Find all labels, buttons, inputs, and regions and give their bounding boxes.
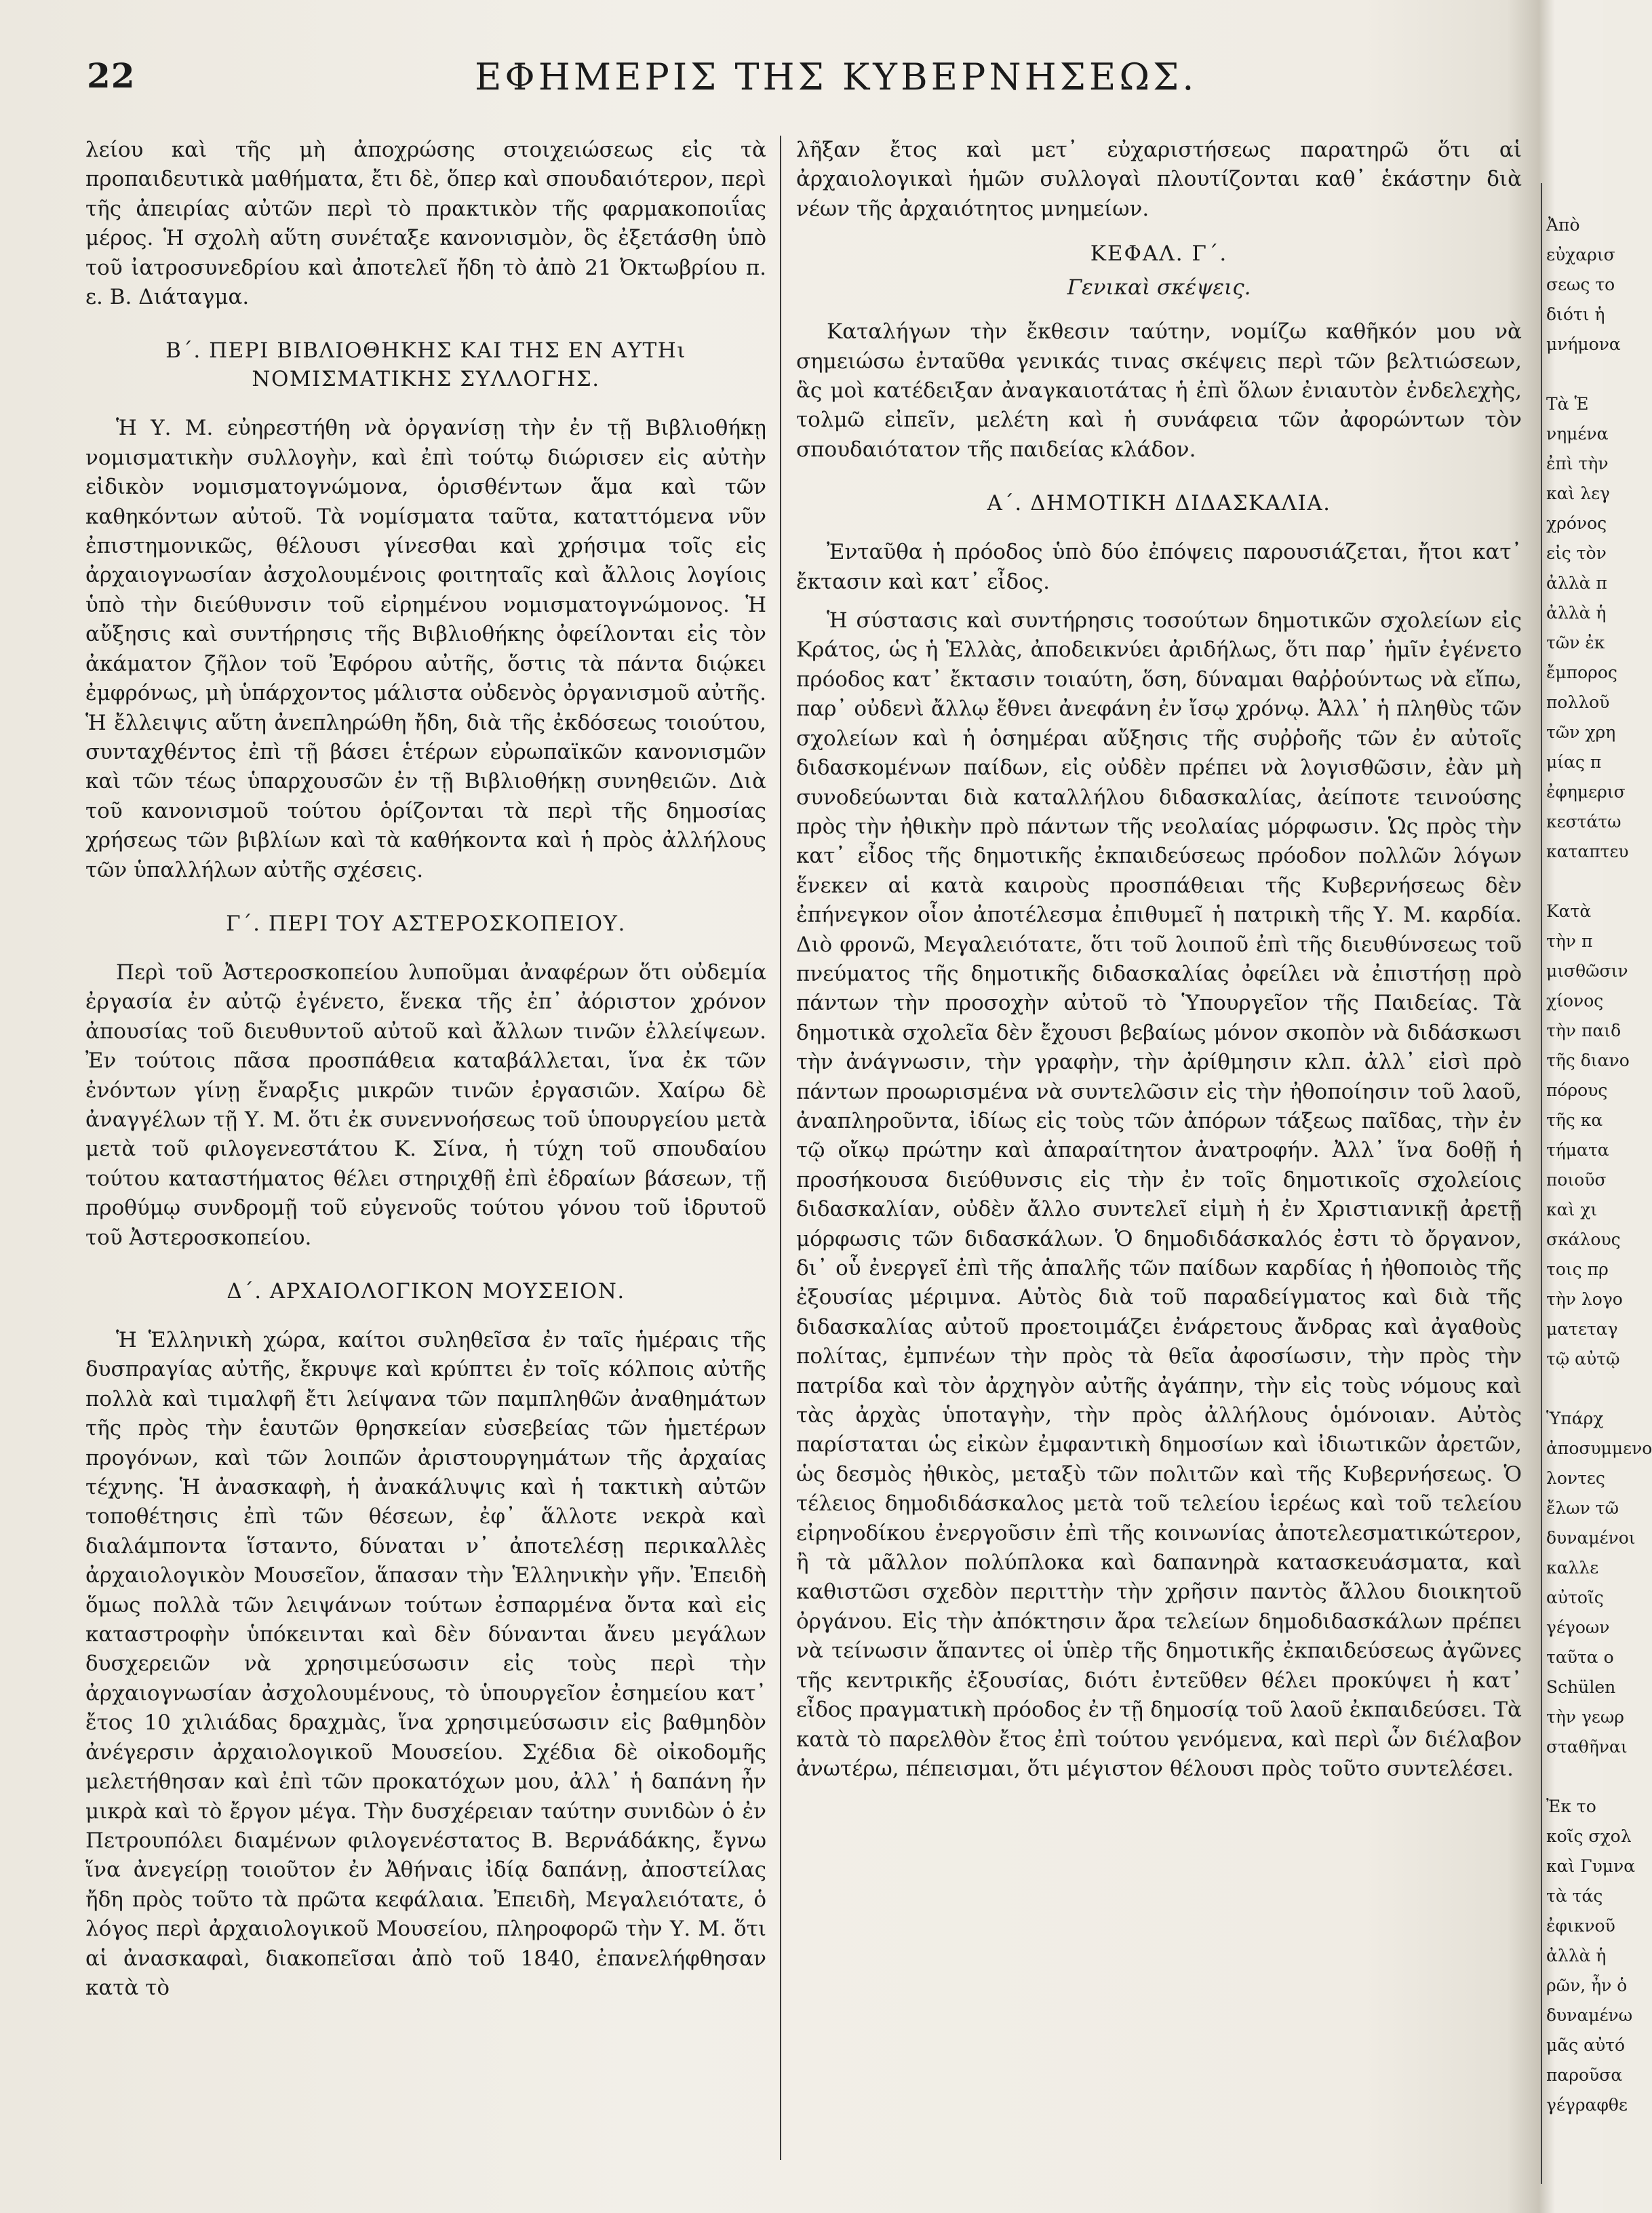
adjacent-fragment-line: καὶ Γυμνα	[1546, 1856, 1636, 1876]
adjacent-fragment-line: νημένα	[1546, 424, 1609, 444]
adjacent-fragment-line: καὶ λεγ	[1546, 484, 1610, 503]
adjacent-fragment-line: ποιοῦσ	[1546, 1170, 1607, 1190]
adjacent-fragment-line: ἔλων τῶ	[1546, 1498, 1619, 1518]
adjacent-fragment-line: Ὑπάρχ	[1546, 1409, 1604, 1428]
section-c-paragraph: Περὶ τοῦ Ἀστεροσκοπείου λυποῦμαι ἀναφέρων ὅτι οὐδεμία ἐργασία ἐν αὐτῷ ἐγένετο, ἕνεκα τῆς ἐπ᾽ ἀόριστον χρόνον ἀπουσίας τοῦ διευθυντοῦ αὐτοῦ καὶ ἄλλων τινῶν ἐλλείψεων. Ἐν τούτοις πᾶσα προσπάθεια καταβάλλεται, ἵνα ἐκ τῶν ἐνόντων γίνῃ ἔναρξις μικρῶν τινῶν ἐργασιῶν. Χαίρω δὲ ἀναγγέλων τῇ Υ. Μ. ὅτι ἐκ συνεννοήσεως τοῦ ὑπουργείου μετὰ μετὰ τοῦ φιλογενεστάτου Κ. Σίνα, ἡ τύχη τοῦ σπουδαίου τούτου καταστήματος θέλει στηριχθῇ ἐπὶ ἑδραίων βάσεων, τῇ προθύμῳ συνδρομῇ τοῦ εὐγενοῦς τούτου γόνου τοῦ ἱδρυτοῦ τοῦ Ἀστεροσκοπείου.	[85, 960, 766, 1250]
adjacent-fragment-line: Κατὰ	[1546, 901, 1592, 921]
adjacent-fragment-line: Ἀπὸ	[1546, 215, 1580, 235]
adjacent-fragment-line: τῆς διανο	[1546, 1051, 1630, 1070]
adjacent-fragment-line: ἀλλὰ ἡ	[1546, 603, 1607, 623]
left-column	[85, 136, 766, 2012]
adjacent-fragment-line: τοις πρ	[1546, 1259, 1609, 1279]
adjacent-fragment-line: παροῦσα	[1546, 2065, 1623, 2085]
intro-paragraph: λείου καὶ τῆς μὴ ἀποχρώσης στοιχειώσεως εἰς τὰ προπαιδευτικὰ μαθήματα, ἔτι δὲ, ὅπερ καὶ σπουδαιότερον, περὶ τῆς ἀπειρίας αὐτῶν περὶ τὸ πρακτικὸν τῆς φαρμακοποιΐας μέρος. Ἡ σχολὴ αὕτη συνέταξε κανονισμὸν, ὃς ἐξετάσθη ὑπὸ τοῦ ἰατροσυνεδρίου καὶ ἀποτελεῖ ἤδη τὸ ἀπὸ 21 Ὀκτωβρίου π. ε. Β. Διάταγμα.	[85, 138, 766, 310]
adjacent-fragment-line: μνήμονα	[1546, 334, 1621, 354]
adjacent-fragment-line: πολλοῦ	[1546, 692, 1610, 712]
adjacent-fragment-line: τὴν γεωρ	[1546, 1707, 1624, 1727]
page-gutter-line	[1541, 183, 1542, 2184]
adjacent-fragment-line: χίονος	[1546, 991, 1604, 1011]
adjacent-fragment-line: δυναμένοι	[1546, 1528, 1636, 1548]
section-b-heading	[85, 336, 766, 393]
adjacent-fragment-line: τὴν λογο	[1546, 1289, 1623, 1309]
general-remarks-paragraph: Καταλήγων τὴν ἔκθεσιν ταύτην, νομίζω καθῆκόν μου νὰ σημειώσω ἐνταῦθα γενικάς τινας σκέψεις περὶ τῶν βελτιώσεων, ἃς μοὶ κατέδειξαν ἀναγκαιοτάτας ἡ ἐπὶ ὅλων ἐνιαυτὸν ἐνδελεχὴς, τολμῶ εἰπεῖν, μελέτη καὶ ἡ συνάφεια τῶν ἀφορώντων τὸν σπουδαιότατον τῆς παιδείας κλάδον.	[796, 319, 1522, 462]
adjacent-fragment-line: τῷ αὐτῷ	[1546, 1349, 1620, 1369]
adjacent-fragment-line	[1546, 1762, 1603, 1792]
adjacent-fragment-line: Ἐκ το	[1546, 1797, 1596, 1816]
adjacent-fragment-line: ἀλλὰ π	[1546, 573, 1607, 593]
adjacent-fragment-line: ἀλλὰ ἡ	[1546, 1946, 1607, 1965]
adjacent-fragment-line	[1546, 867, 1603, 897]
section-b-heading-line-1: Β΄. ΠΕΡΙ ΒΙΒΛΙΟΘΗΚΗΣ ΚΑΙ ΤΗΣ ΕΝ ΑΥΤΗι	[165, 338, 686, 364]
adjacent-fragment-line: τῶν χρη	[1546, 722, 1616, 742]
adjacent-fragment-line: κοῖς σχολ	[1546, 1826, 1632, 1846]
adjacent-fragment-line: πόρους	[1546, 1080, 1608, 1100]
adjacent-fragment-line: σεως το	[1546, 275, 1615, 294]
adjacent-fragment-line	[1546, 359, 1603, 389]
adjacent-fragment-line: σταθῆναι	[1546, 1737, 1628, 1757]
adjacent-fragment-line: καὶ χι	[1546, 1200, 1598, 1219]
adjacent-fragment-line: μᾶς αὐτό	[1546, 2035, 1626, 2055]
adjacent-fragment-line	[1546, 1374, 1603, 1404]
adjacent-fragment-line: χρόνος	[1546, 513, 1607, 533]
continuation-paragraph: λῆξαν ἔτος καὶ μετ᾽ εὐχαριστήσεως παρατηρῶ ὅτι αἱ ἀρχαιολογικαὶ ἡμῶν συλλογαὶ πλουτίζονται καθ᾽ ἑκάστην διὰ νέων τῆς ἀρχαιότητος μνημείων.	[796, 138, 1522, 221]
masthead-title: ΕΦΗΜΕΡΙΣ ΤΗΣ ΚΥΒΕΡΝΗΣΕΩΣ.	[475, 56, 1198, 98]
adjacent-page-fragments	[1546, 210, 1652, 2120]
section-a-heading: Α΄. ΔΗΜΟΤΙΚΗ ΔΙΔΑΣΚΑΛΙΑ.	[987, 491, 1331, 516]
section-a-paragraph-1: Ἐνταῦθα ἡ πρόοδος ὑπὸ δύο ἐπόψεις παρουσιάζεται, ἤτοι κατ᾽ ἔκτασιν καὶ κατ᾽ εἶδος.	[796, 540, 1522, 594]
adjacent-fragment-line: ἐφημερισ	[1546, 782, 1626, 802]
adjacent-fragment-line: σκάλους	[1546, 1230, 1621, 1249]
adjacent-fragment-line: καταπτευ	[1546, 842, 1629, 861]
adjacent-fragment-line: Schülen	[1546, 1677, 1616, 1697]
column-divider	[780, 136, 781, 2160]
adjacent-fragment-line: μίας π	[1546, 752, 1602, 772]
adjacent-fragment-line: λοντες	[1546, 1468, 1605, 1488]
adjacent-fragment-line: γέγραφθε	[1546, 2095, 1628, 2115]
adjacent-fragment-line: τὴν παιδ	[1546, 1021, 1621, 1040]
adjacent-fragment-line: τὴν π	[1546, 931, 1593, 951]
adjacent-fragment-line: Τὰ Ἑ	[1546, 394, 1589, 414]
section-a-paragraph-2: Ἡ σύστασις καὶ συντήρησις τοσούτων δημοτικῶν σχολείων εἰς Κράτος, ὡς ἡ Ἑλλὰς, ἀποδεικνύει ἀριδήλως, ὅτι παρ᾽ ἡμῖν ἐγένετο πρόοδος κατ᾽ ἔκτασιν τοιαύτη, ὅση, δύναμαι θαῤῥούντως νὰ εἴπω, παρ᾽ οὐδενὶ ἄλλῳ ἔθνει ἀνεφάνη ἐν ἴσῳ χρόνῳ. Ἀλλ᾽ ἡ πληθὺς τῶν σχολείων καὶ ἡ ὁσημέραι αὔξησις τῆς συῤῥοῆς τῶν ἐν αὐτοῖς διδασκομένων παίδων, εἰς οὐδὲν πρέπει νὰ λογισθῶσιν, ἐὰν μὴ συνοδεύωνται διὰ καταλλήλου διδασκαλίας, ἀείποτε τεινούσης πρὸς τὴν ἠθικὴν πρὸ πάντων τῆς νεολαίας μόρφωσιν. Ὡς πρὸς τὴν κατ᾽ εἶδος τῆς δημοτικῆς ἐκπαιδεύσεως πρόοδον πολλῶν λόγων ἕνεκεν αἱ κατὰ καιροὺς προσπάθειαι τῆς Κυβερνήσεως δὲν ἐπήνεγκον οἷον ἀποτέλεσμα ἐπιθυμεῖ ἡ πατρικὴ τῆς Υ. Μ. καρδία. Διὸ φρονῶ, Μεγαλειότατε, ὅτι τοῦ λοιποῦ ἐπὶ τῆς διευθύνσεως τοῦ πνεύματος τῆς δημοτικῆς διδασκαλίας ὀφείλει νὰ ἐπιστήσῃ πρὸ πάντων τὴν προσοχὴν αὐτοῦ τὸ Ὑπουργεῖον τῆς Παιδείας. Τὰ δημοτικὰ σχολεῖα δὲν ἔχουσι βεβαίως μόνον σκοπὸν νὰ διδάσκωσι τὴν ἀνάγνωσιν, τὴν γραφὴν, τὴν ἀρίθμησιν κλπ. ἀλλ᾽ εἰσὶ πρὸ πάντων προωρισμένα νὰ συντελῶσιν εἰς τὴν ἠθοποίησιν τοῦ λαοῦ, ἀναπληροῦντα, ἰδίως εἰς τοὺς τῶν ἀπόρων τάξεως παῖδας, τὴν ἐν τῷ οἴκῳ πρώτην καὶ ἀπαραίτητον ἀνατροφήν. Ἀλλ᾽ ἵνα δοθῇ ἡ προσήκουσα διεύθυνσις εἰς τὴν ἐν τοῖς δημοτικοῖς σχολείοις διδασκαλίαν, οὐδὲν ἄλλο συντελεῖ εἰμὴ ἡ ἐν Χριστιανικῇ ἀρετῇ μόρφωσις τῶν διδασκάλων. Ὁ δημοδιδάσκαλός ἐστι τὸ ὄργανον, δι᾽ οὗ ἐνεργεῖ ἐπὶ τῆς ἁπαλῆς τῶν παίδων καρδίας ἡ ἠθοποιὸς τῆς ἐξουσίας μέριμνα. Αὐτὸς διὰ τοῦ παραδείγματος καὶ διὰ τῆς διδασκαλίας αὐτοῦ προετοιμάζει ἐνάρετους ἄνδρας καὶ ἀγαθοὺς πολίτας, ἐμπνέων τὴν πρὸς τὰ θεῖα ἀφοσίωσιν, τὴν πρὸς τὴν πατρίδα καὶ τὸν ἀρχηγὸν αὐτῆς ἀγάπην, τὴν εἰς τοὺς νόμους καὶ τὰς ἀρχὰς ὑποταγὴν, τὴν πρὸς ἀλλήλους ὁμόνοιαν. Αὐτὸς παρίσταται ὡς εἰκὼν ἐμφαντικὴ δημοσίων καὶ ἰδιωτικῶν ἀρετῶν, ὡς δεσμὸς ἠθικὸς, μεταξὺ τῶν πολιτῶν καὶ τῆς Κυβερνήσεως. Ὁ τέλειος δημοδιδάσκαλος μετὰ τοῦ τελείου ἱερέως καὶ τοῦ τελείου εἰρηνοδίκου ἐνεργοῦσιν ἐπὶ τῆς κοινωνίας ἀποτελεσματικώτερον, ἢ τὰ μᾶλλον πολύπλοκα καὶ δαπανηρὰ κατασκευάσματα, καὶ καθιστῶσι σχεδὸν περιττὴν τὴν χρῆσιν παντὸς ἄλλου διοικητοῦ ὀργάνου. Εἰς τὴν ἀπόκτησιν ἄρα τελείων δημοδιδασκάλων πρέπει νὰ τείνωσιν ἅπαντες οἱ ὑπὲρ τῆς δημοτικῆς ἐκπαιδεύσεως ἀγῶνες τῆς κεντρικῆς ἐξουσίας, διότι ἐντεῦθεν θέλει προκύψει ἡ κατ᾽ εἶδος πραγματικὴ πρόοδος ἐν τῇ δημοσίᾳ τοῦ λαοῦ ἐκπαιδεύσει. Τὰ κατὰ τὸ παρελθὸν ἔτος ἐπὶ τούτου γενόμενα, καὶ περὶ ὧν διέλαβον ἀνωτέρω, πέπεισμαι, ὅτι μέγιστον θέλουσι πρὸς τοῦτο συντελέσει.	[796, 608, 1522, 1781]
page-number: 22	[87, 56, 136, 96]
adjacent-fragment-line: μισθῶσιν	[1546, 961, 1628, 981]
adjacent-fragment-line: ἐπὶ τὴν	[1546, 454, 1609, 473]
chapter-heading: ΚΕΦΑΛ. Γ΄.	[1090, 241, 1228, 267]
section-b-paragraph: Ἡ Υ. Μ. εὐηρεστήθη νὰ ὀργανίσῃ τὴν ἐν τῇ Βιβλιοθήκῃ νομισματικὴν συλλογὴν, καὶ ἐπὶ τούτῳ διώρισεν εἰς αὐτὴν εἰδικὸν νομισματογνώμονα, ὁρισθέντων ἅμα καὶ τῶν καθηκόντων αὐτοῦ. Τὰ νομίσματα ταῦτα, καταττόμενα νῦν ἐπιστημονικῶς, θέλουσι γίνεσθαι καὶ χρήσιμα τοῖς εἰς ἀρχαιογνωσίαν ἀσχολουμένοις φοιτηταῖς καὶ ἄλλοις λογίοις ὑπὸ τὴν διεύθυνσιν τοῦ εἰρημένου νομισματογνώμονος. Ἡ αὔξησις καὶ συντήρησις τῆς Βιβλιοθήκης ὀφείλονται εἰς τὸν ἀκάματον ζῆλον τοῦ Ἐφόρου αὐτῆς, ὅστις τὰ πάντα διῴκει ἐμφρόνως, μὴ ὑπάρχοντος μάλιστα οὐδενὸς ὀργανισμοῦ αὐτῆς. Ἡ ἔλλειψις αὕτη ἀνεπληρώθη ἤδη, διὰ τῆς ἐκδόσεως τοιούτου, συνταχθέντος ἐπὶ τῇ βάσει ἑτέρων εὐρωπαϊκῶν κανονισμῶν καὶ τῶν τέως ὑπαρχουσῶν ἐν τῇ Βιβλιοθήκῃ συνηθειῶν. Διὰ τοῦ κανονισμοῦ τούτου ὁρίζονται τὰ περὶ τῆς δημοσίας χρήσεως τῶν βιβλίων καὶ τὰ καθήκοντα καὶ ἡ πρὸς ἀλλήλους τῶν ὑπαλλήλων αὐτῆς σχέσεις.	[85, 416, 766, 882]
adjacent-fragment-line: τὰ τάς	[1546, 1886, 1603, 1906]
adjacent-fragment-line: ματεταγ	[1546, 1319, 1618, 1339]
adjacent-fragment-line: τήματα	[1546, 1140, 1609, 1160]
adjacent-fragment-line: ἐφικνοῦ	[1546, 1916, 1615, 1936]
section-d-paragraph: Ἡ Ἑλληνικὴ χώρα, καίτοι συληθεῖσα ἐν ταῖς ἡμέραις τῆς δυσπραγίας αὐτῆς, ἔκρυψε καὶ κρύπτει ἐν τοῖς κόλποις αὐτῆς πολλὰ καὶ τιμαλφῆ ἔτι λείψανα τῶν παμπληθῶν ἀναθημάτων τῆς πρὸς τὴν ἑαυτῶν θρησκείαν εὐσεβείας τῶν ἡμετέρων προγόνων, καὶ τῶν λοιπῶν ἀριστουργημάτων τῆς ἀρχαίας τέχνης. Ἡ ἀνασκαφὴ, ἡ ἀνακάλυψις καὶ ἡ τακτικὴ αὐτῶν τοποθέτησις ἐπὶ τῶν θέσεων, ἐφ᾽ ἅλλοτε νεκρὰ καὶ διαλάμποντα ἵσταντο, δύναται ν᾽ ἀποτελέσῃ περικαλλὲς ἀρχαιολογικὸν Μουσεῖον, ἅπασαν τὴν Ἑλληνικὴν γῆν. Ἐπειδὴ ὅμως πολλὰ τῶν λειψάνων τούτων ἐσπαρμένα ὄντα καὶ εἰς καταστροφὴν ὑπόκεινται καὶ δὲν δύνανται ἄνευ μεγάλων δυσχερειῶν νὰ χρησιμεύσωσιν εἰς τοὺς περὶ τὴν ἀρχαιογνωσίαν ἀσχολουμένους, τὸ ὑπουργεῖον ἐσημείου κατ᾽ ἔτος 10 χιλιάδας δραχμὰς, ἵνα χρησιμεύσωσιν εἰς βαθμηδὸν ἀνέγερσιν ἀρχαιολογικοῦ Μουσείου. Σχέδια δὲ οἰκοδομῆς μελετήθησαν καὶ ἐπὶ τῶν προκατόχων μου, ἀλλ᾽ ἡ δαπάνη ἦν μικρὰ καὶ τὸ ἔργον μέγα. Τὴν δυσχέρειαν ταύτην συνιδὼν ὁ ἐν Πετρουπόλει διαμένων φιλογενέστατος Β. Βερνάδάκης, ἔγνω ἵνα ἀνεγείρῃ τοιοῦτον ἐν Ἀθήναις ἰδίᾳ δαπάνῃ, ἀποστείλας ἤδη πρὸς τοῦτο τὰ πρῶτα κεφάλαια. Ἐπειδὴ, Μεγαλειότατε, ὁ λόγος περὶ ἀρχαιολογικοῦ Μουσείου, πληροφορῶ τὴν Υ. Μ. ὅτι αἱ ἀνασκαφαὶ, διακοπεῖσαι ἀπὸ τοῦ 1840, ἐπανελήφθησαν κατὰ τὸ	[85, 1328, 766, 2000]
adjacent-fragment-line: καλλε	[1546, 1558, 1599, 1578]
adjacent-fragment-line: αὐτοῖς	[1546, 1588, 1604, 1607]
chapter-subtitle: Γενικαὶ σκέψεις.	[1067, 275, 1251, 300]
adjacent-fragment-line: ρῶν, ἦν ὁ	[1546, 1976, 1628, 1995]
adjacent-fragment-line: τῆς κα	[1546, 1110, 1603, 1130]
section-b-heading-line-2: ΝΟΜΙΣΜΑΤΙΚΗΣ ΣΥΛΛΟΓΗΣ.	[252, 367, 600, 392]
adjacent-fragment-line: διότι ἡ	[1546, 305, 1605, 324]
adjacent-fragment-line: εὐχαρισ	[1546, 245, 1615, 265]
adjacent-fragment-line: ἀποσυμμενο	[1546, 1438, 1652, 1458]
adjacent-fragment-line: τῶν ἐκ	[1546, 633, 1605, 652]
adjacent-fragment-line: εἰς τὸν	[1546, 543, 1607, 563]
adjacent-fragment-line: κεστάτω	[1546, 812, 1621, 831]
adjacent-fragment-line: ταῦτα ο	[1546, 1647, 1614, 1667]
section-c-heading: Γ΄. ΠΕΡΙ ΤΟΥ ΑΣΤΕΡΟΣΚΟΠΕΙΟΥ.	[226, 911, 626, 936]
section-d-heading: Δ΄. ΑΡΧΑΙΟΛΟΓΙΚΟΝ ΜΟΥΣΕΙΟΝ.	[227, 1279, 625, 1304]
right-column	[796, 136, 1522, 1793]
adjacent-fragment-line: ἔμπορος	[1546, 663, 1617, 682]
adjacent-fragment-line: γέγοων	[1546, 1618, 1610, 1637]
adjacent-fragment-line: δυναμένω	[1546, 2005, 1633, 2025]
